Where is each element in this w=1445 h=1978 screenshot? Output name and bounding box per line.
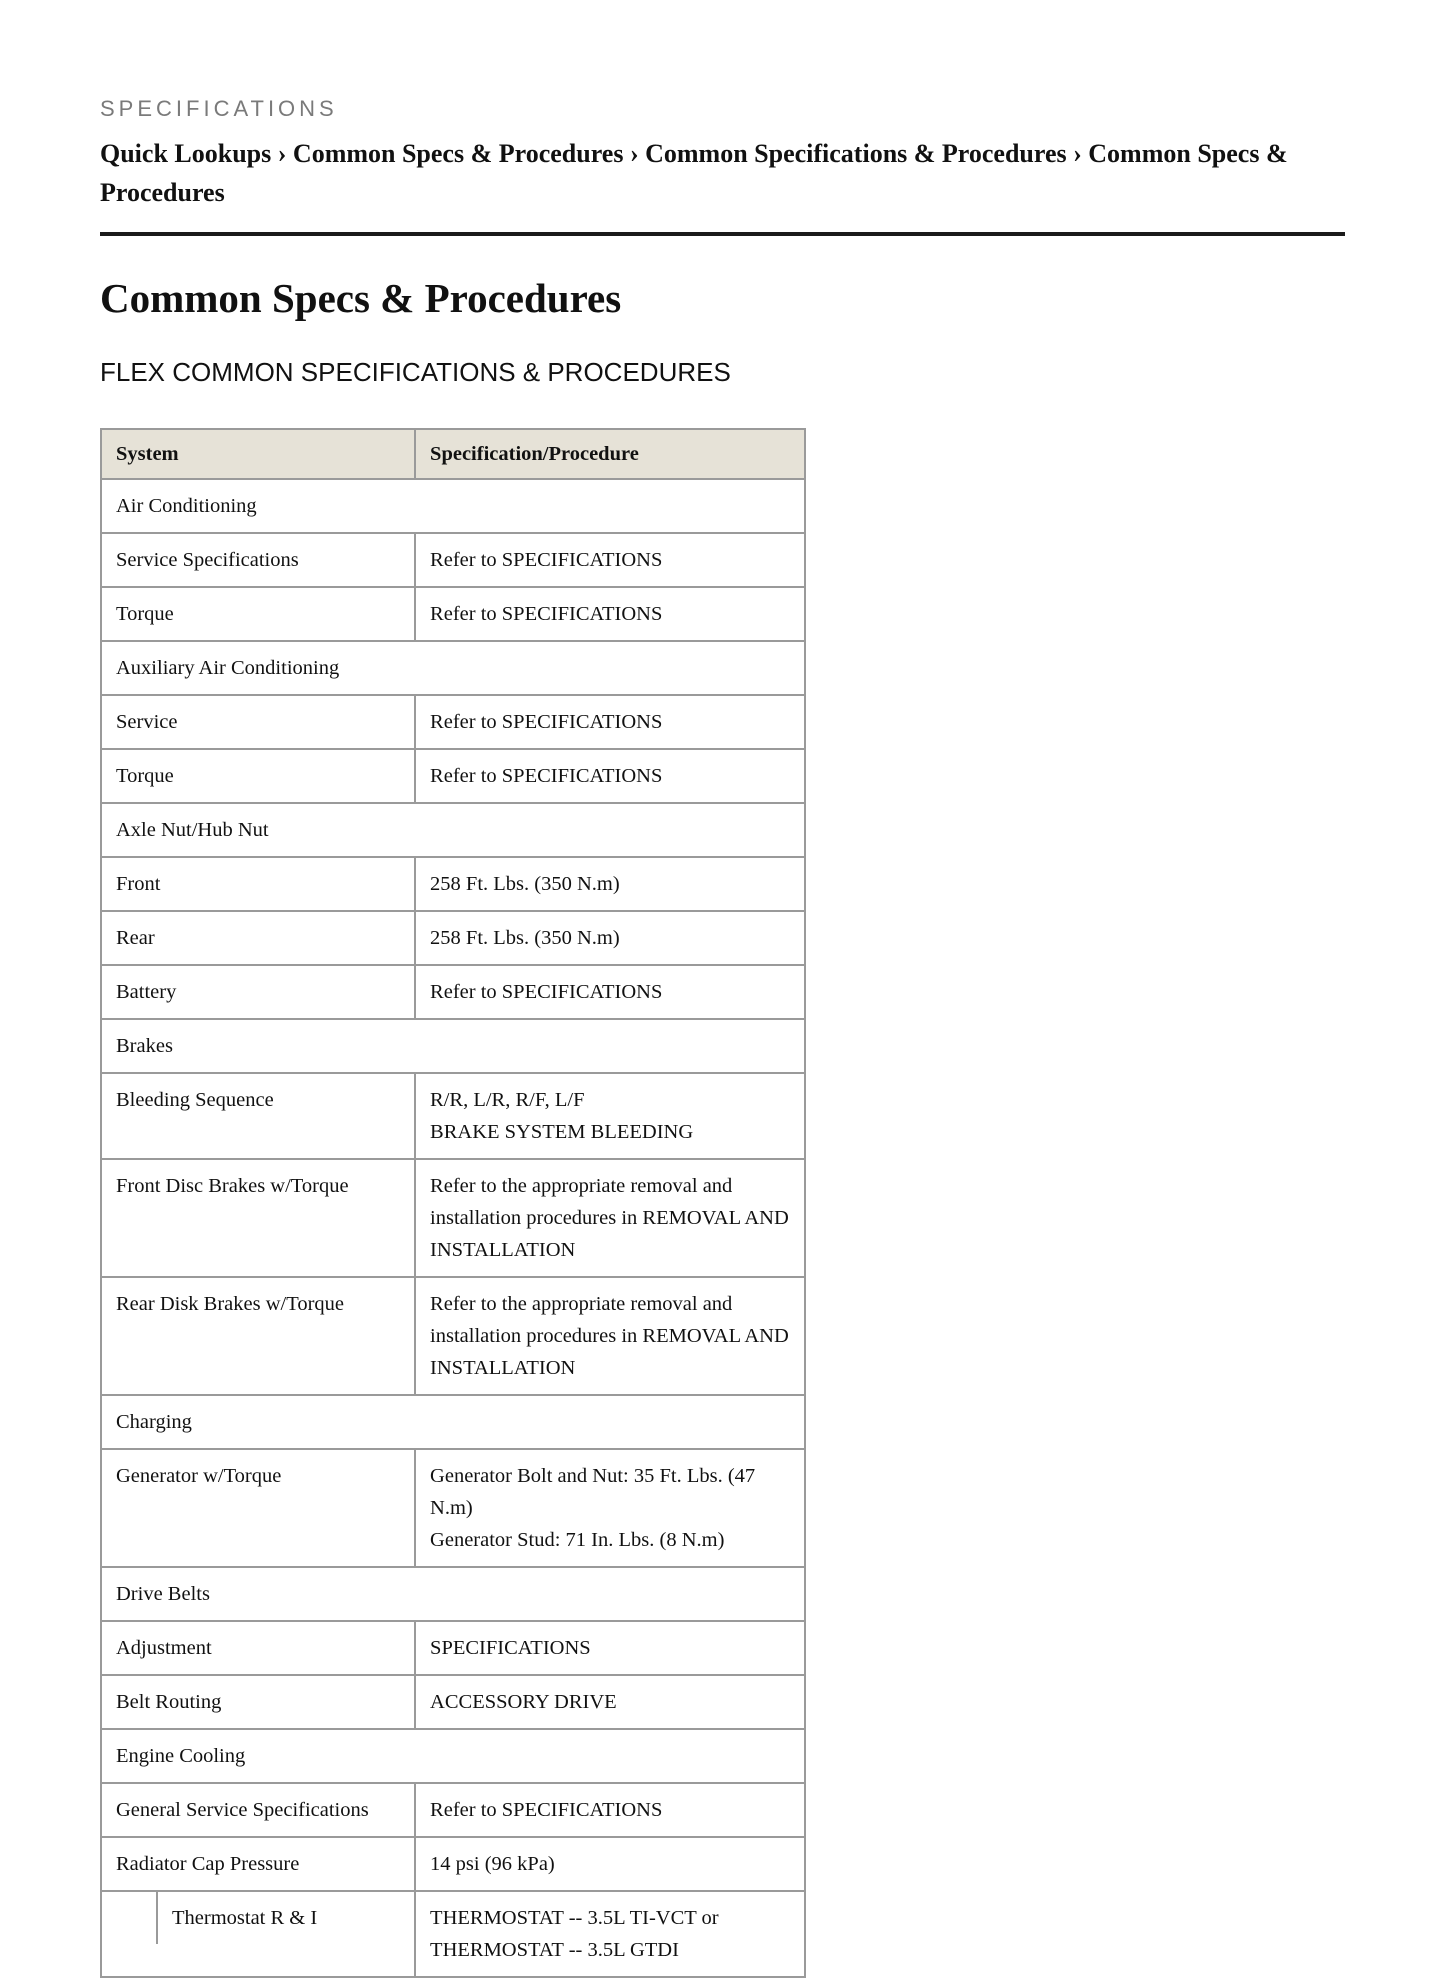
table-row — [101, 1675, 805, 1729]
table-row — [101, 1837, 805, 1891]
indent-gutter — [102, 1892, 158, 1944]
table-group-row — [101, 1019, 805, 1073]
specification-text: 258 Ft. Lbs. (350 N.m) — [430, 873, 620, 895]
specification-cell — [415, 695, 805, 749]
table-group-row — [101, 1729, 805, 1783]
specification-text: Refer to SPECIFICATIONS — [430, 981, 663, 1003]
specification-cell — [415, 965, 805, 1019]
group-label: Air Conditioning — [101, 479, 805, 533]
breadcrumb-separator: › — [277, 139, 287, 168]
specification-text: Refer to SPECIFICATIONS — [430, 765, 663, 787]
table-group-row — [101, 1567, 805, 1621]
table-row — [101, 965, 805, 1019]
specification-cell — [415, 857, 805, 911]
specification-cell — [415, 1621, 805, 1675]
group-label: Brakes — [101, 1019, 805, 1073]
table-row — [101, 1783, 805, 1837]
page — [100, 0, 1345, 1961]
breadcrumb-item[interactable]: Common Specs & Procedures — [292, 139, 624, 168]
table-group-row — [101, 641, 805, 695]
specification-cell — [415, 749, 805, 803]
specification-text: R/R, L/R, R/F, L/F — [430, 1089, 585, 1111]
system-label: Rear Disk Brakes w/Torque — [101, 1277, 415, 1395]
table-row — [101, 1277, 805, 1395]
table-row — [101, 857, 805, 911]
table-row — [101, 587, 805, 641]
specification-text: Refer to SPECIFICATIONS — [430, 711, 663, 733]
specification-text: Refer to SPECIFICATIONS — [430, 549, 663, 571]
column-header-specification: Specification/Procedure — [415, 429, 805, 479]
breadcrumb-separator: › — [1073, 139, 1082, 168]
system-label: Front — [101, 857, 415, 911]
table-row — [101, 1621, 805, 1675]
system-label: General Service Specifications — [101, 1783, 415, 1837]
specification-cell — [415, 1837, 805, 1891]
system-label: Service — [101, 695, 415, 749]
specification-text: Refer to SPECIFICATIONS — [430, 1799, 663, 1821]
column-header-system: System — [101, 429, 415, 479]
specification-text: Refer to the appropriate removal and installation procedures in REMOVAL AND INSTALLATION — [430, 1293, 789, 1379]
system-label: Thermostat R & I — [172, 1907, 318, 1929]
specification-text: Generator Bolt and Nut: 35 Ft. Lbs. (47 N.m) — [430, 1465, 756, 1519]
breadcrumb-item[interactable]: Common Specs & Procedures — [100, 139, 1288, 207]
system-label: Adjustment — [101, 1621, 415, 1675]
section-label: SPECIFICATIONS — [100, 96, 338, 121]
breadcrumb-item[interactable]: Quick Lookups — [100, 139, 272, 168]
table-row — [101, 1891, 805, 1977]
table-header-row — [101, 429, 805, 479]
group-label: Drive Belts — [101, 1567, 805, 1621]
table-row — [101, 1073, 805, 1159]
table-row — [101, 695, 805, 749]
group-label: Axle Nut/Hub Nut — [101, 803, 805, 857]
specification-cell — [415, 1073, 805, 1159]
system-label: Battery — [101, 965, 415, 1019]
system-label: Bleeding Sequence — [101, 1073, 415, 1159]
specification-text: BRAKE SYSTEM BLEEDING — [430, 1121, 694, 1143]
specification-text: SPECIFICATIONS — [430, 1637, 591, 1659]
system-label: Belt Routing — [101, 1675, 415, 1729]
table-row — [101, 1159, 805, 1277]
table-row — [101, 911, 805, 965]
system-label: Torque — [101, 749, 415, 803]
table-group-row — [101, 479, 805, 533]
specification-cell — [415, 1675, 805, 1729]
specs-table — [100, 428, 806, 1978]
page-title: Common Specs & Procedures — [100, 275, 622, 321]
system-label: Torque — [101, 587, 415, 641]
specification-text: THERMOSTAT -- 3.5L TI-VCT or THERMOSTAT -- 3.5L GTDI — [430, 1907, 719, 1961]
breadcrumb-item[interactable]: Common Specifications & Procedures — [645, 139, 1067, 168]
specification-cell — [415, 911, 805, 965]
specification-text: 14 psi (96 kPa) — [430, 1853, 555, 1875]
table-row — [101, 533, 805, 587]
specification-cell — [415, 1449, 805, 1567]
breadcrumb-separator: › — [629, 139, 639, 168]
breadcrumb — [100, 134, 1345, 212]
table-group-row — [101, 1395, 805, 1449]
system-label: Radiator Cap Pressure — [101, 1837, 415, 1891]
table-row — [101, 1449, 805, 1567]
specification-cell — [415, 1159, 805, 1277]
specification-text: 258 Ft. Lbs. (350 N.m) — [430, 927, 620, 949]
table-body — [101, 479, 805, 1977]
specification-text: Generator Stud: 71 In. Lbs. (8 N.m) — [430, 1529, 725, 1551]
system-label: Generator w/Torque — [101, 1449, 415, 1567]
group-label: Engine Cooling — [101, 1729, 805, 1783]
document-subtitle: FLEX COMMON SPECIFICATIONS & PROCEDURES — [100, 357, 731, 387]
system-label: Rear — [101, 911, 415, 965]
group-label: Charging — [101, 1395, 805, 1449]
group-label: Auxiliary Air Conditioning — [101, 641, 805, 695]
system-label: Service Specifications — [101, 533, 415, 587]
specification-text: ACCESSORY DRIVE — [430, 1691, 617, 1713]
specification-text: Refer to SPECIFICATIONS — [430, 603, 663, 625]
specification-cell — [415, 533, 805, 587]
system-cell — [101, 1891, 415, 1977]
specification-cell — [415, 587, 805, 641]
specification-cell — [415, 1891, 805, 1977]
header-divider — [100, 232, 1345, 236]
specification-cell — [415, 1783, 805, 1837]
specification-text: Refer to the appropriate removal and installation procedures in REMOVAL AND INSTALLATION — [430, 1175, 789, 1261]
table-group-row — [101, 803, 805, 857]
table-row — [101, 749, 805, 803]
specification-cell — [415, 1277, 805, 1395]
system-label: Front Disc Brakes w/Torque — [101, 1159, 415, 1277]
